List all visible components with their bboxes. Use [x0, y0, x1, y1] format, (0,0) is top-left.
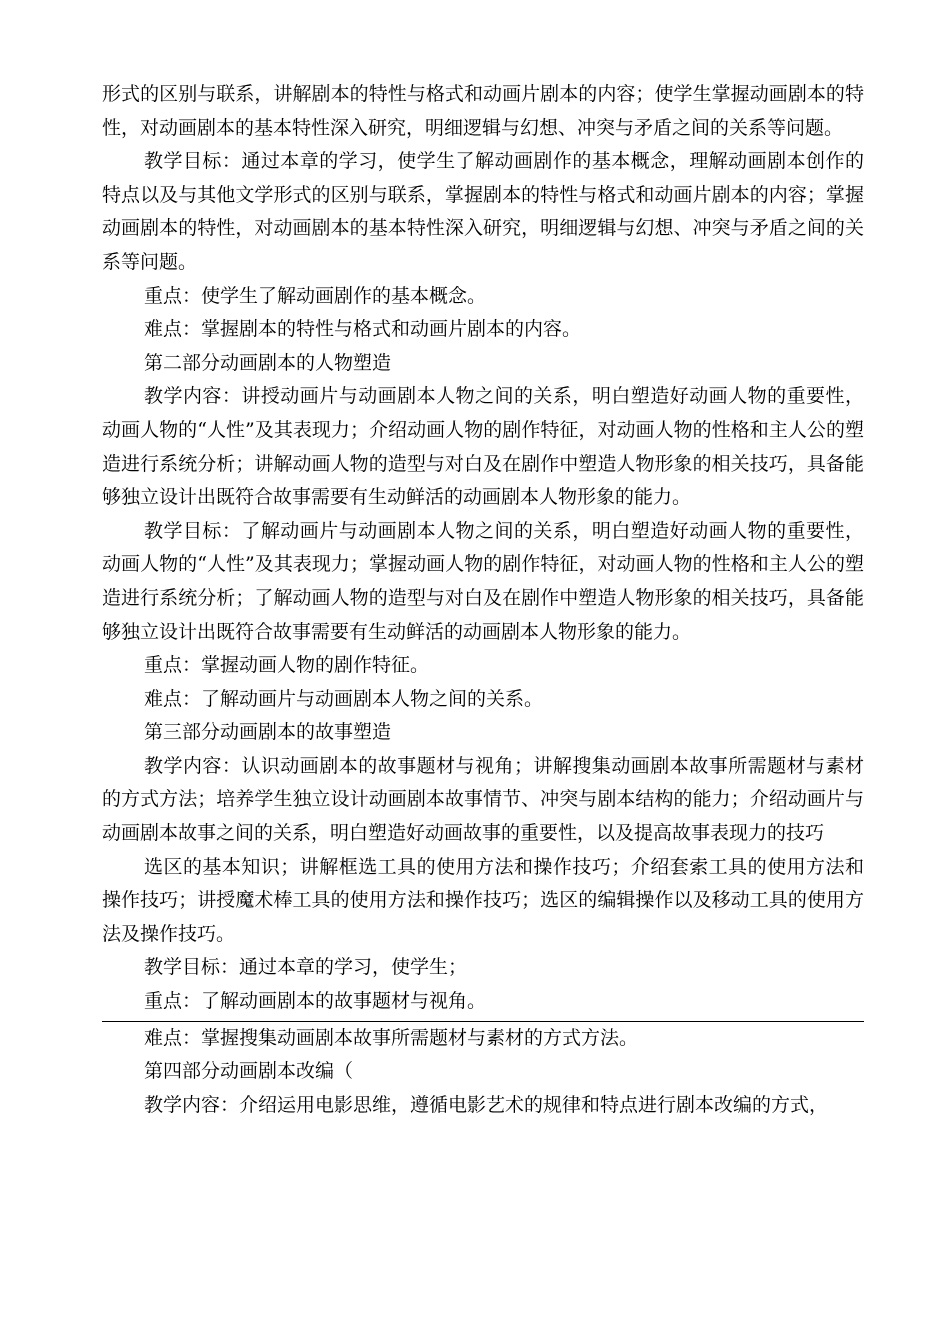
paragraph-selection-basics: 选区的基本知识；讲解框选工具的使用方法和操作技巧；介绍套索工具的使用方法和操作技巧；讲授魔术棒工具的使用方法和操作技巧；选区的编辑操作以及移动工具的使用方法及操作技巧。	[102, 855, 864, 945]
paragraph-teaching-goal-3: 教学目标：通过本章的学习，使学生；	[144, 956, 468, 979]
paragraph-teaching-goal-1: 教学目标：通过本章的学习，使学生了解动画剧作的基本概念，理解动画剧本创作的特点以及与其他文学形式的区别与联系，掌握剧本的特性与格式和动画片剧本的内容；掌握动画剧本的特性，对动画剧本的基本特性深入研究，明细逻辑与幻想、冲突与矛盾之间的关系等问题。	[102, 150, 864, 273]
paragraph-key-point-2: 重点：掌握动画人物的剧作特征。	[144, 654, 430, 677]
paragraph-difficulty-3: 难点：掌握搜集动画剧本故事所需题材与素材的方式方法。	[144, 1026, 639, 1049]
paragraph-teaching-goal-2: 教学目标：了解动画片与动画剧本人物之间的关系，明白塑造好动画人物的重要性，动画人物的“人性”及其表现力；掌握动画人物的剧作特征，对动画人物的性格和主人公的塑造进行系统分析；了解动画人物的造型与对白及在剧作中塑造人物形象的相关技巧，具备能够独立设计出既符合故事需要有生动鲜活的动画剧本人物形象的能力。	[102, 519, 864, 643]
paragraph-difficulty-2: 难点：了解动画片与动画剧本人物之间的关系。	[144, 687, 544, 710]
paragraph-difficulty-1: 难点：掌握剧本的特性与格式和动画片剧本的内容。	[144, 318, 582, 341]
paragraph-teaching-content-3: 教学内容：认识动画剧本的故事题材与视角；讲解搜集动画剧本故事所需题材与素材的方式方法；培养学生独立设计动画剧本故事情节、冲突与剧本结构的能力；介绍动画片与动画剧本故事之间的关系，明白塑造好动画故事的重要性，以及提高故事表现力的技巧	[102, 754, 864, 845]
section-heading-part-3: 第三部分动画剧本的故事塑造	[144, 721, 392, 744]
paragraph-continuation: 形式的区别与联系，讲解剧本的特性与格式和动画片剧本的内容；使学生掌握动画剧本的特性，对动画剧本的基本特性深入研究，明细逻辑与幻想、冲突与矛盾之间的关系等问题。	[102, 83, 864, 139]
paragraph-key-point-1: 重点：使学生了解动画剧作的基本概念。	[144, 284, 487, 307]
paragraph-key-point-3: 重点：了解动画剧本的故事题材与视角。	[144, 990, 487, 1013]
paragraph-teaching-content-4: 教学内容：介绍运用电影思维，遵循电影艺术的规律和特点进行剧本改编的方式，	[144, 1093, 829, 1116]
document-page	[102, 78, 864, 1122]
paragraph-teaching-content-2: 教学内容：讲授动画片与动画剧本人物之间的关系，明白塑造好动画人物的重要性，动画人物的“人性”及其表现力；介绍动画人物的剧作特征，对动画人物的性格和主人公的塑造进行系统分析；讲解动画人物的造型与对白及在剧作中塑造人物形象的相关技巧，具备能够独立设计出既符合故事需要有生动鲜活的动画剧本人物形象的能力。	[102, 385, 864, 509]
section-heading-part-4: 第四部分动画剧本改编（	[144, 1060, 354, 1083]
section-heading-part-2: 第二部分动画剧本的人物塑造	[144, 351, 392, 374]
